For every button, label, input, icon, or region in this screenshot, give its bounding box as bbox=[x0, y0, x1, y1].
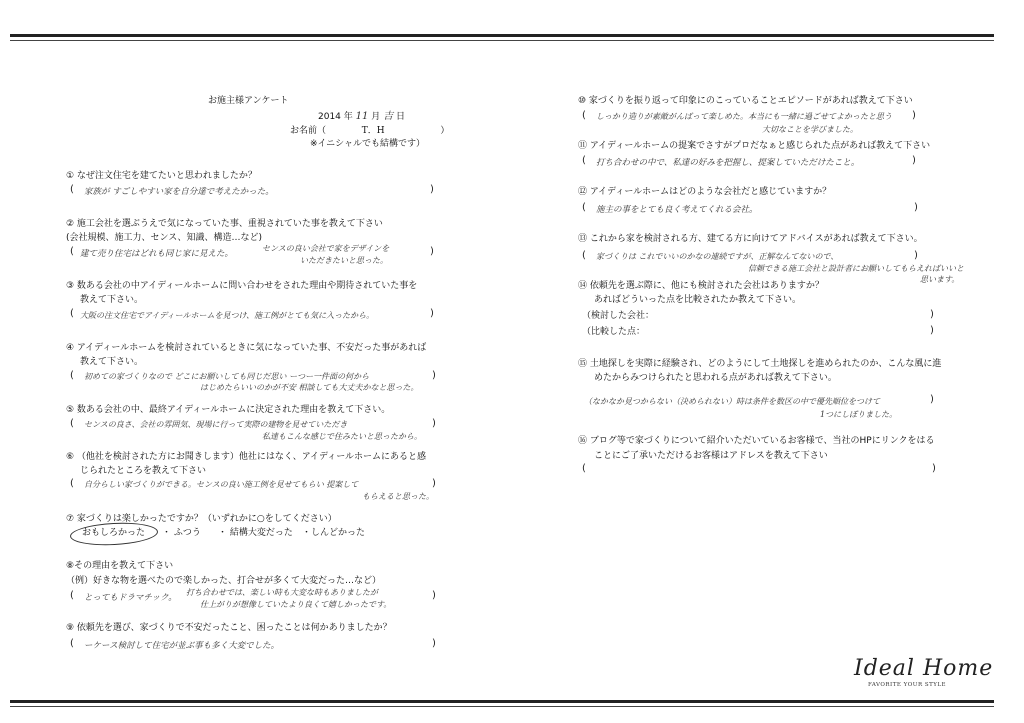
q11-close-paren: ) bbox=[912, 155, 916, 166]
q5-close-paren: ) bbox=[432, 418, 436, 429]
q6-subtext: じられたところを教えて下さい bbox=[80, 466, 207, 476]
q7-option-interesting[interactable]: おもしろかった bbox=[82, 528, 146, 538]
logo-brand: Ideal Home bbox=[854, 656, 994, 681]
survey-date: 2014 年 11 月 吉 日 bbox=[318, 111, 406, 122]
initial-note: ※イニシャルでも結構です） bbox=[310, 139, 426, 149]
q5-answer: センスの良さ、会社の雰囲気、現場に行って実際の建物を見せていただき bbox=[84, 420, 348, 429]
q15-subtext: めたからみつけられたと思われる点があれば教えて下さい。 bbox=[594, 373, 837, 383]
q13-answer-c: 思います。 bbox=[920, 275, 960, 284]
q2-answer-c: いただきたいと思った。 bbox=[300, 256, 388, 265]
q3-question: ③ 数ある会社の中アイディールホームに問い合わせをされた理由や期待されていた事を bbox=[66, 281, 418, 291]
q15-answer: （なかなか見つからない（決められない）時は条件を数区の中で優先順位をつけて bbox=[584, 397, 880, 406]
q3-open-paren: ( bbox=[70, 308, 74, 319]
bottom-rule-thin bbox=[10, 706, 994, 707]
q6-close-paren: ) bbox=[432, 478, 436, 489]
q14-field-compare-close: ) bbox=[930, 325, 934, 336]
q6-answer-b: もらえると思った。 bbox=[362, 492, 434, 501]
q13-close-paren: ) bbox=[914, 250, 918, 261]
q1-answer: 家族が すごしやすい家を自分達で考えたかった。 bbox=[84, 187, 274, 197]
ideal-home-logo bbox=[854, 656, 994, 692]
q2-answer: 建て売り住宅はどれも同じ家に見えた。 bbox=[80, 249, 234, 259]
q13-question: ⑬ これから家を検討される方、建てる方に向けてアドバイスがあれば教えて下さい。 bbox=[578, 234, 923, 244]
q15-close-paren: ) bbox=[930, 394, 934, 405]
q7-option-tough[interactable]: ・しんどかった bbox=[302, 528, 366, 538]
top-rule-thin bbox=[10, 40, 994, 41]
q8-question: ⑧その理由を教えて下さい bbox=[66, 561, 174, 571]
q16-question: ⑯ ブログ等で家づくりについて紹介いただいているお客様で、当社のHPにリンクをはる bbox=[578, 436, 935, 446]
q14-field-compare: （比較した点： bbox=[582, 327, 646, 337]
q9-question: ⑨ 依頼先を選び、家づくりで不安だったこと、困ったことは何かありましたか？ bbox=[66, 623, 392, 633]
q10-open-paren: ( bbox=[582, 110, 586, 121]
q14-field-company-close: ) bbox=[930, 309, 934, 320]
q11-question: ⑪ アイディールホームの提案でさすがプロだなぁと感じられた点があれば教えて下さい bbox=[578, 141, 931, 151]
q8-example: （例）好きな物を選べたので楽しかった、打合せが多くて大変だった…など） bbox=[66, 576, 382, 586]
q10-answer-b: 大切なことを学びました。 bbox=[762, 125, 858, 134]
logo-tagline: FAVORITE YOUR STYLE bbox=[868, 682, 947, 688]
q11-open-paren: ( bbox=[582, 155, 586, 166]
q4-answer: 初めての家づくりなので どこにお願いしても同じだ思い ーつー一件面の何から bbox=[84, 372, 370, 381]
q14-subtext: あればどういった点を比較されたか教えて下さい。 bbox=[594, 295, 802, 305]
q15-answer-b: 1つにしぼりました。 bbox=[820, 410, 898, 419]
q15-question: ⑮ 土地探しを実際に経験され、どのようにして土地探しを進められたのか、こんな風に進 bbox=[578, 359, 942, 369]
q7-option-hard[interactable]: ・ 結構大変だった bbox=[218, 528, 293, 538]
q5-answer-b: 私達もこんな感じで住みたいと思ったから。 bbox=[262, 432, 422, 441]
q16-open-paren: ( bbox=[582, 463, 586, 474]
q1-close-paren: ) bbox=[430, 184, 434, 195]
q10-close-paren: ) bbox=[912, 110, 916, 121]
q5-question: ⑤ 数ある会社の中、最終アイディールホームに決定された理由を教えて下さい。 bbox=[66, 405, 391, 415]
q9-close-paren: ) bbox=[432, 638, 436, 649]
q2-question: ② 施工会社を選ぶうえで気になっていた事、重視されていた事を教えて下さい bbox=[66, 219, 383, 229]
q2-subtext: (会社規模、施工力、センス、知識、構造…など) bbox=[66, 233, 263, 243]
q2-answer-b: センスの良い会社で家をデザインを bbox=[262, 244, 390, 253]
q4-open-paren: ( bbox=[70, 370, 74, 381]
q6-question: ⑥ （他社を検討された方にお聞きします）他社にはなく、アイディールホームにあると感 bbox=[66, 452, 427, 462]
q11-answer: 打ち合わせの中で、私達の好みを把握し、提案していただけたこと。 bbox=[596, 158, 860, 168]
q4-close-paren: ) bbox=[432, 370, 436, 381]
q8-answer: とってもドラマチック。 bbox=[84, 593, 177, 603]
name-value: T．H bbox=[361, 126, 385, 136]
q14-field-company: （検討した会社： bbox=[582, 311, 655, 321]
q13-open-paren: ( bbox=[582, 250, 586, 261]
q6-answer: 自分らしい家づくりができる。センスの良い施工例を見せてもらい 提案して bbox=[84, 480, 359, 489]
q12-question: ⑫ アイディールホームはどのような会社だと感じていますか？ bbox=[578, 187, 832, 197]
q13-answer-b: 信頼できる施工会社と設計者にお願いしてもらえればいいと bbox=[748, 264, 964, 273]
respondent-name: お名前（ T．H ） bbox=[290, 126, 450, 136]
q16-subtext: ことにご了承いただけるお客様はアドレスを教えて下さい bbox=[594, 451, 828, 461]
q12-close-paren: ) bbox=[914, 202, 918, 213]
q10-answer: しっかり造りが素敵がんばって楽しめた。本当にも一緒に過ごせてよかったと思う bbox=[596, 112, 892, 121]
q6-open-paren: ( bbox=[70, 478, 74, 489]
survey-title: お施主様アンケート bbox=[208, 96, 289, 106]
q3-subtext: 教えて下さい。 bbox=[80, 295, 144, 305]
q10-question: ⑩ 家づくりを振り返って印象にのこっていることエピソードがあれば教えて下さい bbox=[578, 96, 913, 106]
q4-answer-b: はじめたらいいのかが不安 相談しても大丈夫かなと思った。 bbox=[200, 383, 419, 392]
q9-answer: ーケース検討して住宅が並ぶ事も多く大変でした。 bbox=[84, 641, 280, 651]
q8-open-paren: ( bbox=[70, 590, 74, 601]
q12-answer: 施主の事をとても良く考えてくれる会社。 bbox=[596, 205, 758, 215]
q2-open-paren: ( bbox=[70, 246, 74, 257]
q12-open-paren: ( bbox=[582, 202, 586, 213]
q3-answer: 大阪の注文住宅でアイディールホームを見つけ、施工例がとても気に入ったから。 bbox=[80, 311, 375, 320]
q13-answer: 家づくりは これでいいのかなの連続ですが、正解なんてないので、 bbox=[596, 252, 839, 261]
q7-option-normal[interactable]: ・ ふつう bbox=[162, 528, 201, 538]
q8-answer-b: 打ち合わせでは、楽しい時も大変な時もありましたが bbox=[186, 588, 378, 597]
bottom-rule bbox=[10, 700, 994, 703]
top-rule bbox=[10, 34, 994, 37]
q4-subtext: 教えて下さい。 bbox=[80, 357, 144, 367]
q8-close-paren: ) bbox=[432, 590, 436, 601]
q5-open-paren: ( bbox=[70, 418, 74, 429]
q8-answer-c: 仕上がりが想像していたより良くて嬉しかったです。 bbox=[200, 600, 392, 609]
q2-close-paren: ) bbox=[430, 246, 434, 257]
q3-close-paren: ) bbox=[430, 308, 434, 319]
q1-question: ① なぜ注文住宅を建てたいと思われましたか？ bbox=[66, 171, 257, 181]
q9-open-paren: ( bbox=[70, 638, 74, 649]
q16-close-paren: ) bbox=[932, 463, 936, 474]
q14-question: ⑭ 依頼先を選ぶ際に、他にも検討された会社はありますか？ bbox=[578, 281, 824, 291]
q1-open-paren: ( bbox=[70, 184, 74, 195]
q4-question: ④ アイディールホームを検討されているときに気になっていた事、不安だった事があれば bbox=[66, 343, 427, 353]
q7-question: ⑦ 家づくりは楽しかったですか？（いずれかに○をしてください） bbox=[66, 514, 337, 524]
